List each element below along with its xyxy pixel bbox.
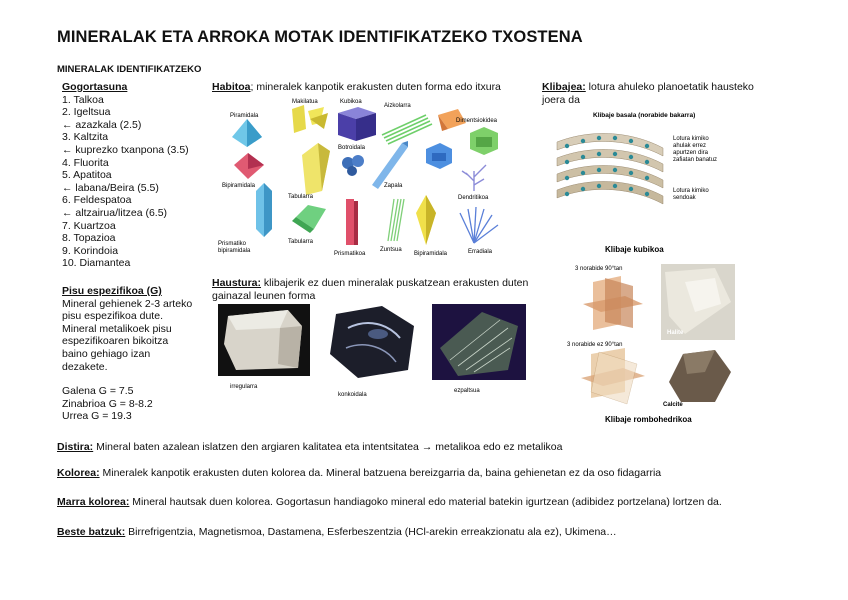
dendritic-crystal [462,165,486,191]
hardness-item: ← labana/Beira (5.5) [62,181,159,194]
sg-line: Mineral gehienek 2-3 arteko [62,297,193,310]
label-equant: Dimentsiokidea [456,118,498,124]
hardness-item: 4. Fluorita [62,156,109,169]
label-bipyramidal: Bipiramidala [222,183,256,189]
bladed-crystal [382,115,432,144]
label-tabular-2: Tabularra [288,239,314,245]
calcite-photo [661,346,735,408]
tabular-crystal [302,143,330,195]
fracture-section-text [212,277,532,302]
hardness-item: 3. Kaltzita [62,131,109,144]
specific-gravity-section [62,285,212,423]
fracture-label-irregular: irregularra [230,384,258,390]
label-botryoidal: Botroidala [338,145,366,151]
rhombohedral-planes [581,348,645,404]
cubic-cleavage-illustration [565,242,755,424]
cleavage-heading: Klibajea: [542,81,586,93]
fracture-photos [218,304,530,404]
sheet-layers [557,133,663,204]
sg-line: baino gehiago izan [62,347,151,360]
color-definition [57,467,817,480]
habit-illustration [212,95,532,260]
strong-bonds-label: Lotura kimiko [673,188,709,194]
luster-definition [57,441,817,454]
streak-definition [57,496,817,509]
halite-label: Halite [667,330,684,336]
basal-cleavage-illustration [553,108,743,220]
hardness-item: ← azazkala (2.5) [62,118,142,131]
cleavage-section-text [542,81,772,106]
weak-bonds-label: ahulak errez [673,143,707,149]
equant-crystal-2 [426,143,452,169]
conchoidal-fracture-photo [330,306,414,378]
botryoidal-crystal [342,155,364,176]
label-radiating: Erradiala [468,249,493,255]
label-pyramidal: Piramidala [230,113,259,119]
sg-line: pisu espezifikoa dute. [62,310,163,323]
pyramidal-crystal [232,119,262,147]
sg-example: Zinabrioa G = 8-8.2 [62,397,153,410]
label-acicular: Makilatua [292,99,318,105]
habit-text: ; mineralek kanpotik erakusten duten forma edo itxura [250,81,501,93]
sg-line: espezifikoaren bikoitza [62,335,169,348]
label-prismatic-bip-1: Prismatiko [218,241,247,247]
habit-heading: Habitoa [212,81,251,93]
other-term: Beste batzuk: [57,526,126,538]
hardness-item: 2. Igeltsua [62,106,111,119]
hardness-item: 9. Korindoia [62,244,119,257]
rhombohedral-title: Klibaje rombohedrikoa [605,415,692,424]
label-dendritic: Dendritikoa [458,195,489,201]
tabular-crystal-2 [292,205,326,233]
prismatic-bipyramidal-crystal [256,183,272,237]
cubic-crystal [338,107,376,141]
hardness-item: ← altzairua/litzea (6.5) [62,206,168,219]
hardness-item: ← kuprezko txanpona (3.5) [62,143,189,156]
platy-crystal [372,141,408,189]
section-subtitle: MINERALAK IDENTIFIKATZEKO [57,64,202,75]
label-prismatic-bip-2: bipiramidala [218,248,251,254]
dir-90-label: 3 norabide 90°tan [575,266,623,272]
prismatic-crystal [346,199,358,245]
sg-line: Mineral metalikoek pisu [62,322,172,335]
label-bipyramidal-2: Bipiramidala [414,251,448,257]
sg-example: Urrea G = 19.3 [62,410,132,423]
habit-section-text [212,81,532,94]
dir-not-90-label: 3 norabide ez 90°tan [567,342,623,348]
specific-gravity-heading: Pisu espezifikoa (G) [62,285,162,297]
other-text: Birrefrigentzia, Magnetismoa, Dastamena, Esferbeszentzia (HCl-arekin erreakzionatu ala ez), Ukimena… [125,526,617,538]
weak-bonds-label: apurtzen dira [673,150,709,156]
streak-term: Marra kolorea: [57,496,130,508]
color-term: Kolorea: [57,467,100,479]
weak-bonds-label: Lotura kimiko [673,136,709,142]
document-title: MINERALAK ETA ARROKA MOTAK IDENTIFIKATZEKO TXOSTENA [57,28,583,46]
fracture-label-conchoidal: konkoidala [338,392,367,398]
label-tabular: Tabularra [288,194,314,200]
hardness-item: 7. Kuartzoa [62,219,116,232]
label-cubic: Kubikoa [340,99,362,105]
bipyramidal-crystal [234,153,264,179]
hardness-heading: Gogortasuna [62,81,128,93]
label-prismatic: Prismatikoa [334,251,366,257]
luster-text: Mineral baten azalean islatzen den argiaren kalitatea eta intentsitatea → metalikoa edo ez metalikoa [93,441,563,453]
halite-photo [661,264,735,340]
label-fibrous: Zuntsua [380,247,402,253]
color-text: Mineralek kanpotik erakusten duten kolorea da. Mineral batzuena bereizgarria da, baina gehienetan ez da oso fidagarria [99,467,662,479]
streak-text: Mineral hautsak duen kolorea. Gogortasun handiagoko mineral edo material batekin igurtzean (adibidez portzelana) lortzen da. [129,496,722,508]
acicular-crystal [292,105,328,133]
hardness-item: 1. Talkoa [62,93,104,106]
fracture-text: klibajerik ez duen mineralak puskatzean erakusten duten gainazal leunen forma [212,277,529,302]
splintery-fracture-photo [432,304,526,380]
fibrous-crystal [388,199,404,241]
cleavage-text: lotura ahuleko planoetatik hausteko joera da [542,81,754,106]
other-properties-definition [57,526,817,539]
sg-example: Galena G = 7.5 [62,385,134,398]
sg-line: dezakete. [62,360,108,373]
hardness-section [62,81,212,270]
calcite-label: Calcite [663,402,683,408]
weak-bonds-label: zafiatan banatuz [673,157,718,163]
hardness-item: 10. Diamantea [62,257,131,270]
luster-term: Distira: [57,441,94,453]
fracture-label-splintery: ezpaltsua [454,388,480,394]
hardness-item: 5. Apatitoa [62,169,112,182]
strong-bonds-label: sendoak [673,195,696,201]
irregular-fracture-photo [218,304,310,376]
hardness-item: 6. Feldespatoa [62,194,132,207]
fracture-heading: Haustura: [212,277,262,289]
basal-title: Klibaje basala (norabide bakarra) [593,112,696,119]
hardness-item: 8. Topazioa [62,232,116,245]
label-bladed: Aizkolarra [384,103,411,109]
cubic-planes [583,276,643,330]
label-platy: Zapala [384,183,403,189]
cubic-title: Klibaje kubikoa [605,245,664,254]
bipyramidal-crystal-2 [416,195,436,245]
radiating-crystal [460,207,498,243]
